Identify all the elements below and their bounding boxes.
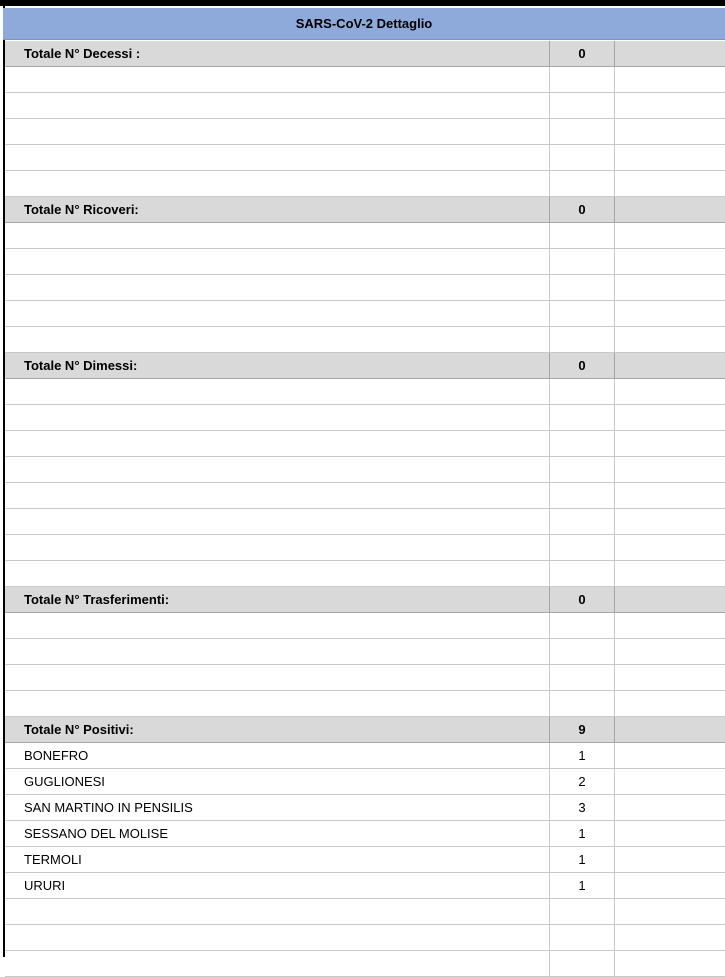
- empty-cell[interactable]: [615, 223, 725, 248]
- row-name-cell[interactable]: [5, 457, 550, 482]
- row-name-cell[interactable]: URURI: [5, 873, 550, 898]
- section-header-row: [5, 41, 725, 67]
- empty-cell[interactable]: [615, 535, 725, 560]
- empty-cell[interactable]: [615, 327, 725, 352]
- empty-row: [5, 535, 725, 561]
- row-count-cell[interactable]: [550, 561, 615, 586]
- row-count-cell[interactable]: 1: [550, 847, 615, 872]
- table-row: [5, 847, 725, 873]
- empty-cell[interactable]: [615, 41, 725, 66]
- row-count-cell[interactable]: [550, 431, 615, 456]
- row-count-cell[interactable]: [550, 691, 615, 716]
- empty-cell[interactable]: [615, 561, 725, 586]
- empty-row: [5, 691, 725, 717]
- row-count-cell[interactable]: [550, 145, 615, 170]
- empty-row: [5, 431, 725, 457]
- row-count-cell[interactable]: [550, 457, 615, 482]
- empty-row: [5, 301, 725, 327]
- empty-cell[interactable]: [615, 509, 725, 534]
- row-name-cell[interactable]: [5, 951, 550, 976]
- row-count-cell[interactable]: [550, 67, 615, 92]
- row-count-cell[interactable]: 1: [550, 873, 615, 898]
- empty-cell[interactable]: [615, 951, 725, 976]
- row-name-cell[interactable]: [5, 561, 550, 586]
- empty-cell[interactable]: [615, 665, 725, 690]
- row-name-cell[interactable]: [5, 145, 550, 170]
- empty-cell[interactable]: [615, 457, 725, 482]
- section-total[interactable]: 0: [550, 587, 615, 612]
- row-count-cell[interactable]: 1: [550, 743, 615, 768]
- row-count-cell[interactable]: [550, 899, 615, 924]
- section-header-row: [5, 197, 725, 223]
- section-total[interactable]: 9: [550, 717, 615, 742]
- empty-cell[interactable]: [615, 275, 725, 300]
- row-count-cell[interactable]: [550, 301, 615, 326]
- row-count-cell[interactable]: [550, 93, 615, 118]
- section-label[interactable]: Totale N° Trasferimenti:: [5, 587, 550, 612]
- empty-row: [5, 639, 725, 665]
- row-count-cell[interactable]: 1: [550, 821, 615, 846]
- empty-cell[interactable]: [615, 639, 725, 664]
- row-name-cell[interactable]: SAN MARTINO IN PENSILIS: [5, 795, 550, 820]
- row-name-cell[interactable]: [5, 535, 550, 560]
- empty-cell[interactable]: [615, 67, 725, 92]
- empty-cell[interactable]: [615, 197, 725, 222]
- row-name-cell[interactable]: [5, 509, 550, 534]
- empty-cell[interactable]: [615, 145, 725, 170]
- section-label[interactable]: Totale N° Positivi:: [5, 717, 550, 742]
- row-name-cell[interactable]: [5, 431, 550, 456]
- empty-cell[interactable]: [615, 717, 725, 742]
- empty-cell[interactable]: [615, 613, 725, 638]
- empty-cell[interactable]: [615, 301, 725, 326]
- empty-row: [5, 483, 725, 509]
- empty-row: [5, 171, 725, 197]
- row-name-cell[interactable]: [5, 119, 550, 144]
- row-count-cell[interactable]: [550, 405, 615, 430]
- empty-cell[interactable]: [615, 587, 725, 612]
- row-name-cell[interactable]: [5, 327, 550, 352]
- empty-cell[interactable]: [615, 379, 725, 404]
- row-count-cell[interactable]: [550, 119, 615, 144]
- empty-cell[interactable]: [615, 483, 725, 508]
- empty-cell[interactable]: [615, 405, 725, 430]
- row-count-cell[interactable]: [550, 171, 615, 196]
- empty-cell[interactable]: [615, 847, 725, 872]
- empty-row: [5, 223, 725, 249]
- row-count-cell[interactable]: [550, 613, 615, 638]
- empty-row: [5, 249, 725, 275]
- empty-cell[interactable]: [615, 873, 725, 898]
- section-label[interactable]: Totale N° Dimessi:: [5, 353, 550, 378]
- row-name-cell[interactable]: BONEFRO: [5, 743, 550, 768]
- row-name-cell[interactable]: [5, 93, 550, 118]
- empty-row: [5, 275, 725, 301]
- row-name-cell[interactable]: TERMOLI: [5, 847, 550, 872]
- empty-cell[interactable]: [615, 821, 725, 846]
- row-count-cell[interactable]: [550, 249, 615, 274]
- row-name-cell[interactable]: [5, 925, 550, 950]
- empty-cell[interactable]: [615, 743, 725, 768]
- empty-row: [5, 119, 725, 145]
- row-name-cell[interactable]: [5, 249, 550, 274]
- row-count-cell[interactable]: [550, 275, 615, 300]
- empty-cell[interactable]: [615, 119, 725, 144]
- empty-row: [5, 67, 725, 93]
- section-label[interactable]: Totale N° Ricoveri:: [5, 197, 550, 222]
- row-name-cell[interactable]: [5, 899, 550, 924]
- detail-table: [5, 41, 725, 977]
- row-name-cell[interactable]: [5, 613, 550, 638]
- row-count-cell[interactable]: [550, 223, 615, 248]
- section-header-row: [5, 717, 725, 743]
- empty-row: [5, 613, 725, 639]
- empty-row: [5, 509, 725, 535]
- section-total[interactable]: 0: [550, 41, 615, 66]
- row-count-cell[interactable]: [550, 639, 615, 664]
- sheet-title: SARS-CoV-2 Dettaglio: [3, 8, 725, 40]
- empty-row: [5, 93, 725, 119]
- empty-cell[interactable]: [615, 249, 725, 274]
- row-name-cell[interactable]: [5, 301, 550, 326]
- empty-cell[interactable]: [615, 795, 725, 820]
- row-count-cell[interactable]: [550, 665, 615, 690]
- empty-cell[interactable]: [615, 431, 725, 456]
- row-name-cell[interactable]: [5, 67, 550, 92]
- row-name-cell[interactable]: GUGLIONESI: [5, 769, 550, 794]
- row-count-cell[interactable]: [550, 951, 615, 976]
- row-name-cell[interactable]: [5, 223, 550, 248]
- empty-row: [5, 379, 725, 405]
- table-row: [5, 821, 725, 847]
- empty-row: [5, 327, 725, 353]
- row-name-cell[interactable]: [5, 483, 550, 508]
- empty-row: [5, 925, 725, 951]
- empty-row: [5, 457, 725, 483]
- table-row: [5, 743, 725, 769]
- row-count-cell[interactable]: [550, 483, 615, 508]
- row-name-cell[interactable]: [5, 405, 550, 430]
- empty-row: [5, 145, 725, 171]
- row-count-cell[interactable]: [550, 535, 615, 560]
- empty-cell[interactable]: [615, 925, 725, 950]
- row-name-cell[interactable]: [5, 665, 550, 690]
- table-row: [5, 769, 725, 795]
- section-total[interactable]: 0: [550, 353, 615, 378]
- row-name-cell[interactable]: SESSANO DEL MOLISE: [5, 821, 550, 846]
- empty-row: [5, 951, 725, 977]
- empty-row: [5, 665, 725, 691]
- section-label[interactable]: Totale N° Decessi :: [5, 41, 550, 66]
- row-count-cell[interactable]: [550, 327, 615, 352]
- row-name-cell[interactable]: [5, 691, 550, 716]
- row-count-cell[interactable]: [550, 379, 615, 404]
- empty-cell[interactable]: [615, 769, 725, 794]
- empty-cell[interactable]: [615, 93, 725, 118]
- section-header-row: [5, 353, 725, 379]
- empty-cell[interactable]: [615, 353, 725, 378]
- empty-cell[interactable]: [615, 171, 725, 196]
- table-row: [5, 795, 725, 821]
- row-count-cell[interactable]: 3: [550, 795, 615, 820]
- row-count-cell[interactable]: 2: [550, 769, 615, 794]
- row-name-cell[interactable]: [5, 171, 550, 196]
- section-total[interactable]: 0: [550, 197, 615, 222]
- row-name-cell[interactable]: [5, 639, 550, 664]
- empty-row: [5, 899, 725, 925]
- empty-row: [5, 561, 725, 587]
- empty-row: [5, 405, 725, 431]
- row-name-cell[interactable]: [5, 275, 550, 300]
- empty-cell[interactable]: [615, 899, 725, 924]
- empty-cell[interactable]: [615, 691, 725, 716]
- row-count-cell[interactable]: [550, 509, 615, 534]
- table-row: [5, 873, 725, 899]
- row-name-cell[interactable]: [5, 379, 550, 404]
- section-header-row: [5, 587, 725, 613]
- row-count-cell[interactable]: [550, 925, 615, 950]
